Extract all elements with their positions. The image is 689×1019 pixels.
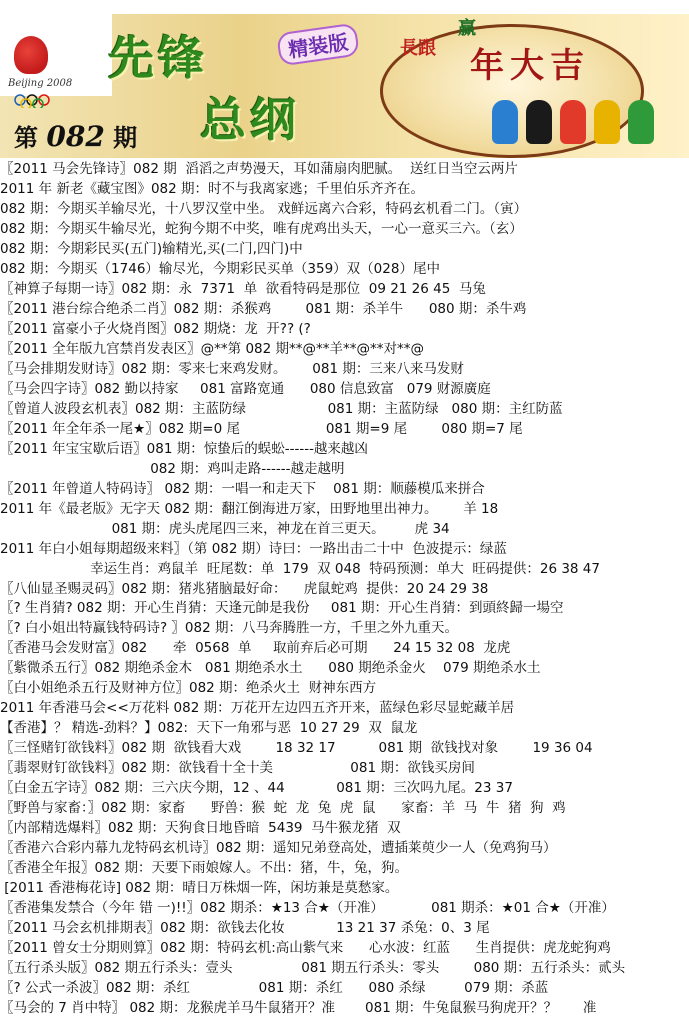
text-line: 2011 年香港马会<<万花料 082 期：万花开左边四五齐开来，蓝绿色彩尽显蛇藏羊居 [0,700,515,717]
text-line: 〖马会的 7 肖中特〗 082 期：龙猴虎羊马牛鼠猪开？准 081 期：牛兔鼠猴马狗虎开？？ 准 [0,1000,597,1017]
text-line: 幸运生肖：鸡鼠羊 旺尾数：单 179 双 048 特码预测：单大 旺码提供：26 38 47 [0,560,600,577]
text-line: 〖2011 年全年杀一尾★〗082 期=0 尾 081 期=9 尾 080 期=7 尾 [0,420,523,437]
text-line: 2011 年《最老版》无字天 082 期：翻江倒海进万家，田野地里出神力。 羊 18 [0,500,499,517]
text-line: 〖三怪赌钉欲钱料〗082 期 欲钱看大戏 18 32 17 081 期 欲钱找对象 19 36 04 [0,740,593,757]
slogan-top: 赢 [458,18,476,39]
text-line: 〖野兽与家畜：〗082 期：家畜 野兽：猴 蛇 龙 兔 虎 鼠 家畜：羊 马 牛 猪 狗 鸡 [0,800,566,817]
issue-number: 082 [46,120,105,153]
banner-top-strip [0,0,689,14]
text-line: 〖白金五字诗〗082 期：三六庆今期，12 、44 081 期：三次吗九尾。23 37 [0,780,513,797]
text-line: 2011 年 新老《藏宝图》082 期：时不与我离家逃；千里伯乐齐齐在。 [0,180,424,197]
text-line: 〖2011 年曾道人特码诗〗 082 期：一唱一和走天下 081 期：顺藤模瓜来拼合 [0,480,485,497]
text-line: 〖2011 富豪小子火烧肖图〗082 期烧：龙 开?? (? [0,320,311,337]
issue-suffix: 期 [113,123,138,152]
text-line: 082 期：今期买（1746）输尽光，今期彩民买单（359）双（028）尾中 [0,260,440,277]
title-zonggang: 总纲 [200,93,300,147]
text-line: 〖? 白小姐出特赢钱特码诗? 〗082 期：八马奔腾胜一方，千里之外九重天。 [0,620,458,637]
text-line: 〖2011 马会玄机排期表〗082 期：欲钱去化妆 13 21 37 杀兔：0、3 尾 [0,920,490,937]
beijing-emblem-icon [14,36,48,74]
title-xianfeng: 先锋 [108,31,208,85]
text-line: 〖翡翠财钉欲钱料〗082 期：欲钱看十全十美 081 期：欲钱买房间 [0,760,475,777]
text-line: 〖八仙显圣赐灵码〗082 期：猪兆猪脑最好命： 虎鼠蛇鸡 提供：20 24 29 38 [0,580,489,597]
logo-caption: Beijing 2008 [8,78,73,89]
mascot-figures [492,100,682,150]
mascot-yellow-icon [594,100,620,144]
text-line: 〖香港六合彩内幕九龙特码玄机诗〗082 期：遥知兄弟登高处，遭插莱萸少一人（免鸡狗马） [0,840,557,857]
text-line: 〖神算子每期一诗〗082 期：永 7371 单 欲看特码是那位 09 21 26 45 马兔 [0,280,486,297]
text-line: 〖2011 马会先锋诗〗082 期 滔滔之声势漫天，耳如蒲扇肉肥腻。 送红日当空云两片 [0,161,518,177]
text-line: 〖? 公式一杀波〗082 期：杀红 081 期：杀红 080 杀绿 079 期：杀蓝 [0,980,549,997]
text-line: 〖香港马会发财富〗082 牵 0568 单 取前弃后必可期 24 15 32 08 龙虎 [0,640,511,657]
olympic-logo [0,14,112,96]
text-line: 〖白小姐绝杀五行及财神方位〗082 期：绝杀火土 财神东西方 [0,680,377,697]
text-line: 〖内部精选爆料〗082 期：天狗食日地昏暗 5439 马牛猴龙猪 双 [0,820,401,837]
header-banner [0,0,689,158]
text-line: 082 期：鸡叫走路------越走越明 [0,460,345,477]
mascot-blue-icon [492,100,518,144]
document-body [0,158,689,1017]
issue-label [14,118,137,153]
text-line: 〖? 生肖猜? 082 期：开心生肖猜：天逢元帥是我份 081 期：开心生肖猜：到頭終歸一場空 [0,600,564,617]
text-line: 〖曾道人波段玄机表〗082 期：主蓝防绿 081 期：主蓝防绿 080 期：主红防蓝 [0,400,563,417]
badge-edition: 精装版 [276,23,360,67]
mascot-black-icon [526,100,552,144]
text-line: 〖2011 全年版九宫禁肖发表区〗@**第 082 期**@**羊**@**对**@ [0,340,424,357]
mascot-green-icon [628,100,654,144]
text-line: 〖马会四字诗〗082 勤以持家 081 富路宽通 080 信息致富 079 财源廣庭 [0,380,491,397]
mascot-red-icon [560,100,586,144]
text-line: 〖2011 曾女士分期则算〗082 期：特码玄机:高山紫气来 心水波：红蓝 生肖提供：虎龙蛇狗鸡 [0,940,611,957]
text-line: 【香港】？ 精选-劲料？】082: 天下一角邪与恶 10 27 29 双 鼠龙 [0,720,418,737]
spring-text: 年大吉 [470,46,590,86]
text-line: 2011 年白小姐每期超级来料〗（第 082 期）诗曰：一路出击二十中 色波提示：绿蓝 [0,540,507,557]
text-line: 082 期：今期买羊输尽光，十八罗汉堂中坐。 戏鲜远离六合彩，特码玄机看二门。（寅） [0,200,528,217]
text-line: 082 期：今期彩民买(五门)输精光,买(二门,四门)中 [0,240,303,257]
text-line: [2011 香港梅花诗] 082 期：晴日万株烟一阵，闲坊兼是莫愁家。 [0,880,399,897]
text-line: 〖马会排期发财诗〗082 期：零来七来鸡发财。 081 期：三来八来马发财 [0,360,464,377]
issue-prefix: 第 [14,123,38,152]
text-line: 〖紫微杀五行〗082 期绝杀金木 081 期绝杀水土 080 期绝杀金火 079 期绝杀水土 [0,660,541,677]
text-line: 〖香港集发禁合（今年 错 一)!!〗082 期杀：★13 合★（开准） 081 期杀：★01 合★（开准） [0,900,615,917]
text-line: 081 期：虎头虎尾四三来，神龙在首三更天。 虎 34 [0,520,450,537]
slogan-left: 長跟 [400,38,436,59]
text-line: 〖2011 港台综合绝杀二肖〗082 期：杀猴鸡 081 期：杀羊牛 080 期：杀牛鸡 [0,300,527,317]
text-line: 〖2011 年宝宝歇后语〗081 期：惊蛰后的蜈蚣------越来越凶 [0,440,368,457]
text-line: 082 期：今期买牛输尽光，蛇狗今期不中奖，唯有虎鸡出头天，一心一意买三六。（玄） [0,220,523,237]
olympic-rings-icon [12,94,72,108]
text-line: 〖香港全年报〗082 期：天要下雨娘嫁人。不出：猪，牛，兔，狗。 [0,860,409,877]
text-line: 〖五行杀头版〗082 期五行杀头：壹头 081 期五行杀头：零头 080 期：五行杀头：贰头 [0,960,626,977]
